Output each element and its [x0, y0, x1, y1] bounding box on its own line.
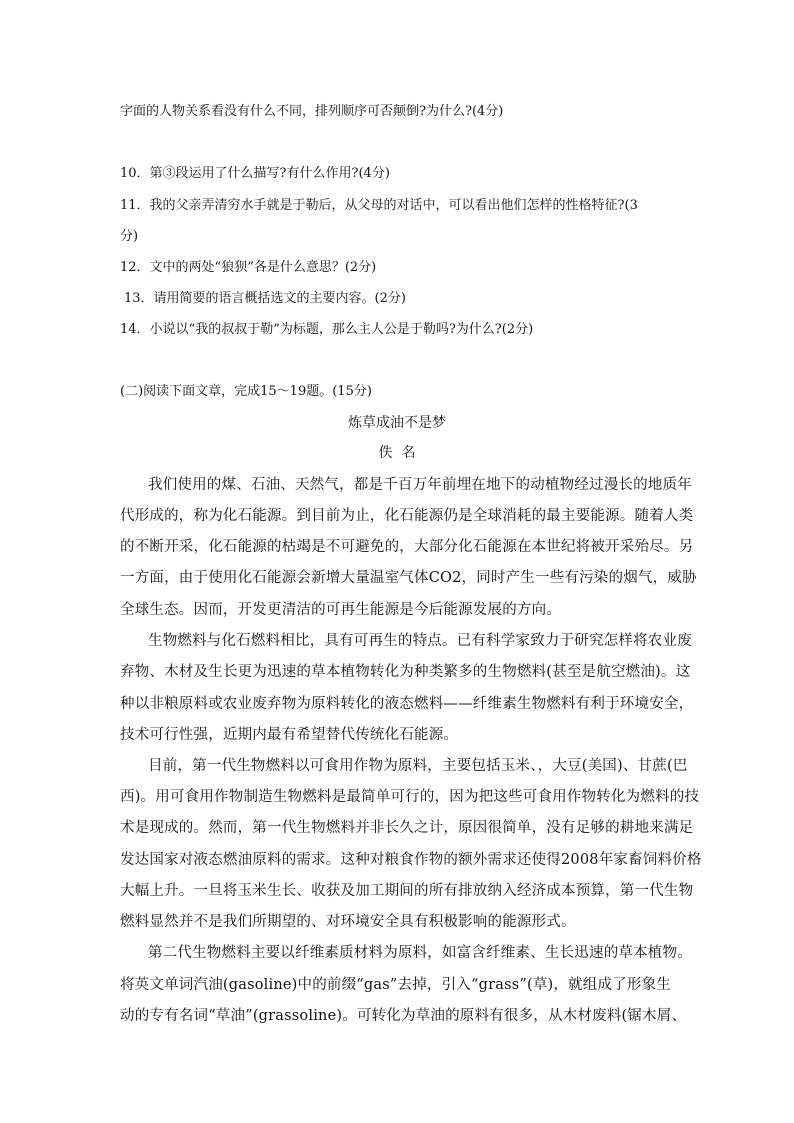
paragraph-4-line-2: 将英文单词汽油(gasoline)中的前缀“gas”去掉，引入“grass”(草)，就组成了形象生: [120, 977, 671, 993]
paragraph-1-line-1: 我们使用的煤、石油、天然气，都是千百万年前埋在地下的动植物经过漫长的地质年: [148, 477, 692, 493]
question-9-tail: 字面的人物关系看没有什么不同，排列顺序可否颠倒?为什么?(4分): [120, 104, 504, 119]
question-11-line1: 11．我的父亲弄清穷水手就是于勒后，从父母的对话中，可以看出他们怎样的性格特征?(3: [120, 198, 638, 213]
paragraph-3-line-1: 目前，第一代生物燃料以可食用作物为原料，主要包括玉米、，大豆(美国)、甘蔗(巴: [148, 758, 688, 774]
paragraph-1-line-5: 全球生态。因而，开发更清洁的可再生能源是今后能源发展的方向。: [120, 602, 561, 618]
paragraph-3-line-6: 燃料显然并不是我们所期望的、对环境安全具有积极影响的能源形式。: [120, 914, 576, 930]
paragraph-2-line-3: 种以非粮原料或农业废弃物为原料转化的液态燃料——纤维素生物燃料有利于环境安全，: [120, 696, 694, 712]
paragraph-4-line-3: 动的专有名词“草油”(grassoline)。可转化为草油的原料有很多，从木材废料(锯木屑、: [120, 1008, 687, 1024]
section-heading: (二)阅读下面文章，完成15～19题。(15分): [120, 384, 372, 399]
paragraph-2-line-1: 生物燃料与化石燃料相比，具有可再生的特点。已有科学家致力于研究怎样将农业废: [148, 633, 692, 649]
question-13: 13．请用简要的语言概括选文的主要内容。(2分): [124, 291, 406, 306]
question-14: 14．小说以“我的叔叔于勒”为标题，那么主人公是于勒吗?为什么?(2分): [120, 322, 534, 337]
paragraph-1-line-3: 的不断开采，化石能源的枯竭是不可避免的，大部分化石能源在本世纪将被开采殆尽。另: [120, 539, 694, 555]
paragraph-3-line-2: 西)。用可食用作物制造生物燃料是最简单可行的，因为把这些可食用作物转化为燃料的技: [120, 789, 700, 805]
paragraph-4-line-1: 第二代生物燃料主要以纤维素质材料为原料，如富含纤维素、生长迅速的草本植物。: [148, 945, 692, 961]
paragraph-2-line-4: 技术可行性强，近期内最有希望替代传统化石能源。: [120, 727, 459, 743]
paragraph-3-line-5: 大幅上升。一旦将玉米生长、收获及加工期间的所有排放纳入经济成本预算，第一代生物: [120, 883, 694, 899]
question-10: 10．第③段运用了什么描写?有什么作用?(4分): [120, 166, 390, 181]
paragraph-1-line-4: 一方面，由于使用化石能源会新增大量温室气体CO2，同时产生一些有污染的烟气，威胁: [120, 570, 697, 586]
article-author: 佚 名: [378, 445, 416, 461]
paragraph-2-line-2: 弃物、木材及生长更为迅速的草本植物转化为种类繁多的生物燃料(甚至是航空燃油)。这: [120, 664, 691, 680]
question-12: 12．文中的两处“狼狈”各是什么意思？(2分): [120, 260, 377, 275]
paragraph-3-line-4: 发达国家对液态燃油原料的需求。这种对粮食作物的额外需求还使得2008年家畜饲料价格: [120, 852, 702, 868]
paragraph-3-line-3: 术是现成的。然而，第一代生物燃料并非长久之计，原因很简单，没有足够的耕地来满足: [120, 820, 694, 836]
question-11-line2: 分): [120, 229, 139, 244]
article-title: 炼草成油不是梦: [348, 415, 446, 431]
paragraph-1-line-2: 代形成的，称为化石能源。到目前为止，化石能源仍是全球消耗的最主要能源。随着人类: [120, 508, 694, 524]
